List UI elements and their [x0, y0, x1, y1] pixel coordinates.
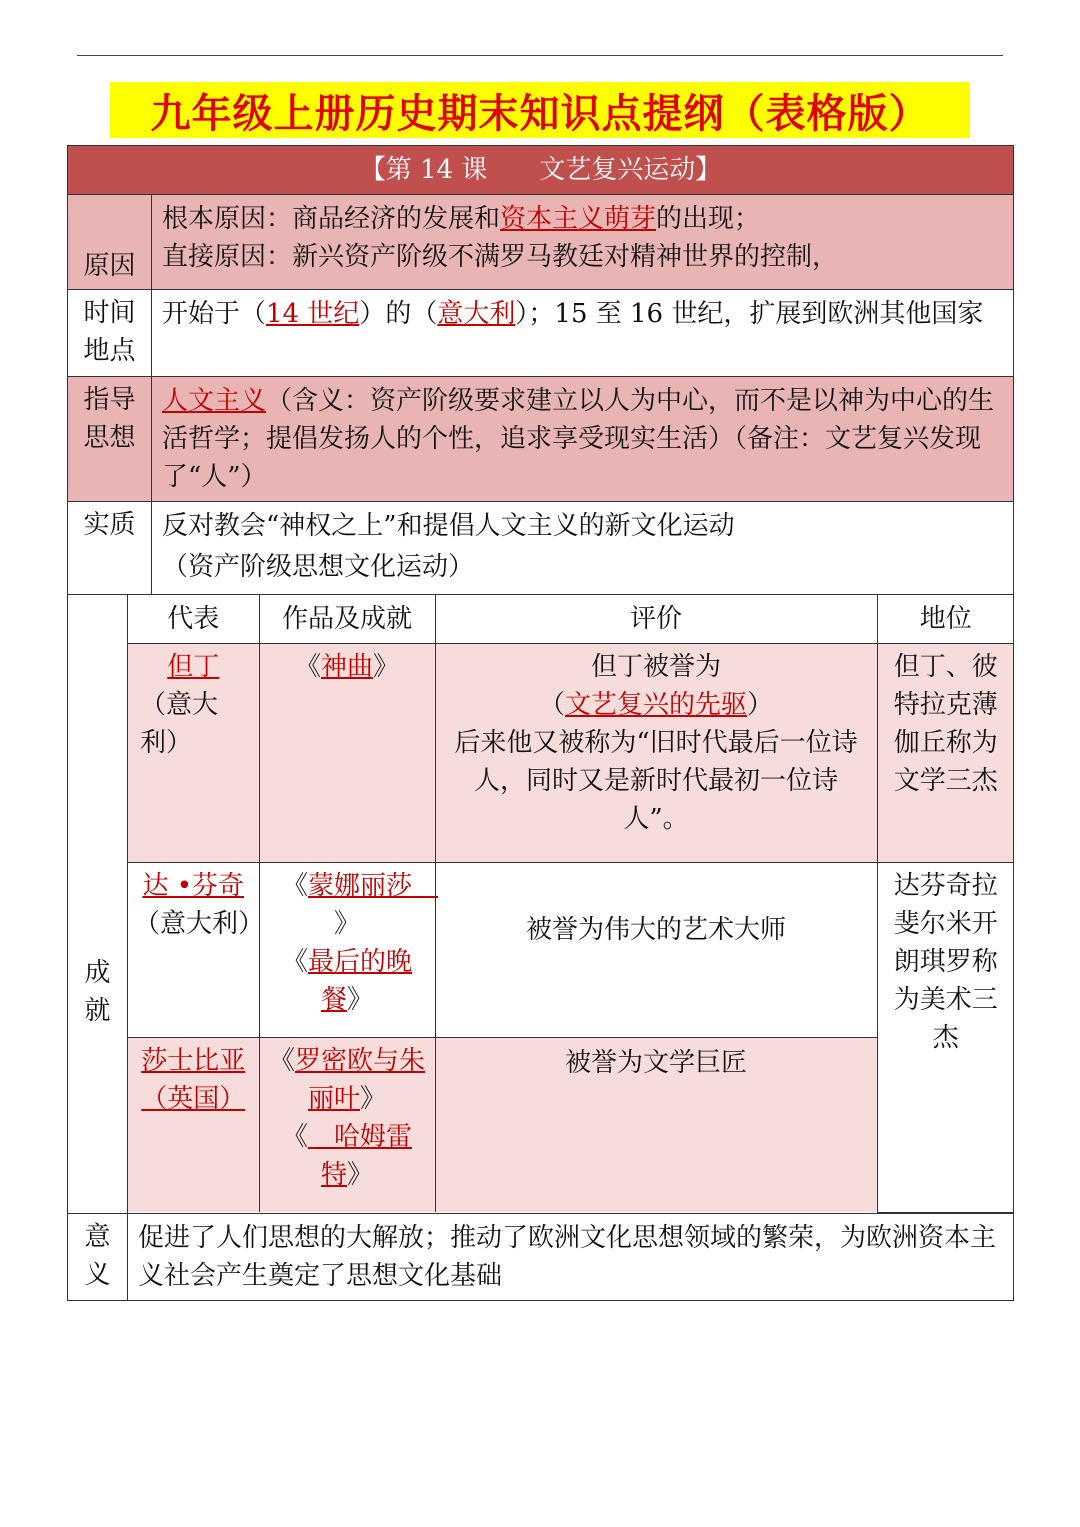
significance-content: 促进了人们思想的大解放；推动了欧洲文化思想领域的繁荣，为欧洲资本主义社会产生奠定了思想文化基础	[128, 1213, 1014, 1300]
significance-row	[68, 1213, 1014, 1300]
pioneer-keyword: 文艺复兴的先驱	[564, 690, 747, 720]
capitalism-sprouts-keyword: 资本主义萌芽	[500, 204, 657, 234]
essence-content: 反对教会“神权之上”和提倡人文主义的新文化运动 （资产阶级思想文化运动）	[152, 502, 1014, 595]
essence-label: 实质	[68, 502, 152, 595]
lesson-header: 【第 14 课 文艺复兴运动】	[68, 146, 1014, 195]
cause-line-2: 直接原因：新兴资产阶级不满罗马教廷对精神世界的控制，	[162, 242, 839, 272]
page-title: 九年级上册历史期末知识点提纲（表格版）	[150, 90, 930, 137]
cause-label: 原因	[68, 195, 152, 290]
time-place-label: 时间 地点	[68, 290, 152, 377]
achievements-header-row	[128, 595, 1014, 644]
davinci-works: 《蒙娜丽莎 》 《最后的晚餐》	[259, 863, 435, 1038]
time-place-row	[68, 290, 1014, 377]
davinci-row	[128, 863, 1014, 1038]
shakespeare-evaluation: 被誉为文学巨匠	[435, 1038, 877, 1213]
dante-name: 但丁	[167, 652, 220, 682]
dante-evaluation: 但丁被誉为 （文艺复兴的先驱） 后来他又被称为“旧时代最后一位诗人，同时又是新时代最初一位诗人”。	[435, 644, 877, 863]
col-evaluation: 评价	[435, 595, 877, 644]
achievements-label: 成 就	[68, 595, 128, 1214]
col-works: 作品及成就	[259, 595, 435, 644]
title-banner	[110, 82, 970, 138]
col-status: 地位	[877, 595, 1014, 644]
lesson-table	[67, 145, 1014, 1301]
essence-row	[68, 502, 1014, 595]
time-place-content: 开始于（14 世纪）的（意大利）；15 至 16 世纪，扩展到欧洲其他国家	[152, 290, 1014, 377]
cause-line-1: 根本原因：商品经济的发展和资本主义萌芽的出现；	[162, 204, 761, 234]
top-rule	[77, 55, 1003, 56]
lesson-header-row	[68, 146, 1014, 195]
century-keyword: 14 世纪	[266, 299, 360, 329]
shakespeare-country: （英国）	[141, 1084, 246, 1114]
col-representative: 代表	[128, 595, 259, 644]
achievements-cell	[128, 595, 1014, 1214]
dante-country: （意大利）	[140, 690, 219, 758]
cause-content	[152, 195, 1014, 290]
davinci-name: 达 •芬奇	[142, 871, 245, 901]
davinci-country: （意大利）	[134, 909, 265, 939]
achievements-row	[68, 595, 1014, 1214]
dante-work: 《神曲》	[259, 644, 435, 863]
davinci-status: 达芬奇拉斐尔米开朗琪罗称为美术三杰	[877, 863, 1014, 1213]
dante-row	[128, 644, 1014, 863]
dante-status: 但丁、彼特拉克薄伽丘称为文学三杰	[877, 644, 1014, 863]
shakespeare-works: 《罗密欧与朱丽叶》 《 哈姆雷特》	[259, 1038, 435, 1213]
shakespeare-name-cell	[128, 1038, 259, 1213]
significance-label: 意 义	[68, 1213, 128, 1300]
achievements-table	[128, 595, 1014, 1213]
guiding-content: 人文主义（含义：资产阶级要求建立以人为中心，而不是以神为中心的生活哲学；提倡发扬人的个性，追求享受现实生活）（备注：文艺复兴发现了“人”）	[152, 377, 1014, 502]
italy-keyword: 意大利	[437, 299, 516, 329]
dante-name-cell	[128, 644, 259, 863]
guiding-label: 指导 思想	[68, 377, 152, 502]
shakespeare-name: 莎士比亚	[141, 1046, 246, 1076]
davinci-name-cell	[128, 863, 265, 1038]
davinci-evaluation: 被誉为伟大的艺术大师	[435, 863, 877, 1038]
guiding-row	[68, 377, 1014, 502]
cause-row	[68, 195, 1014, 290]
humanism-keyword: 人文主义	[162, 386, 267, 416]
